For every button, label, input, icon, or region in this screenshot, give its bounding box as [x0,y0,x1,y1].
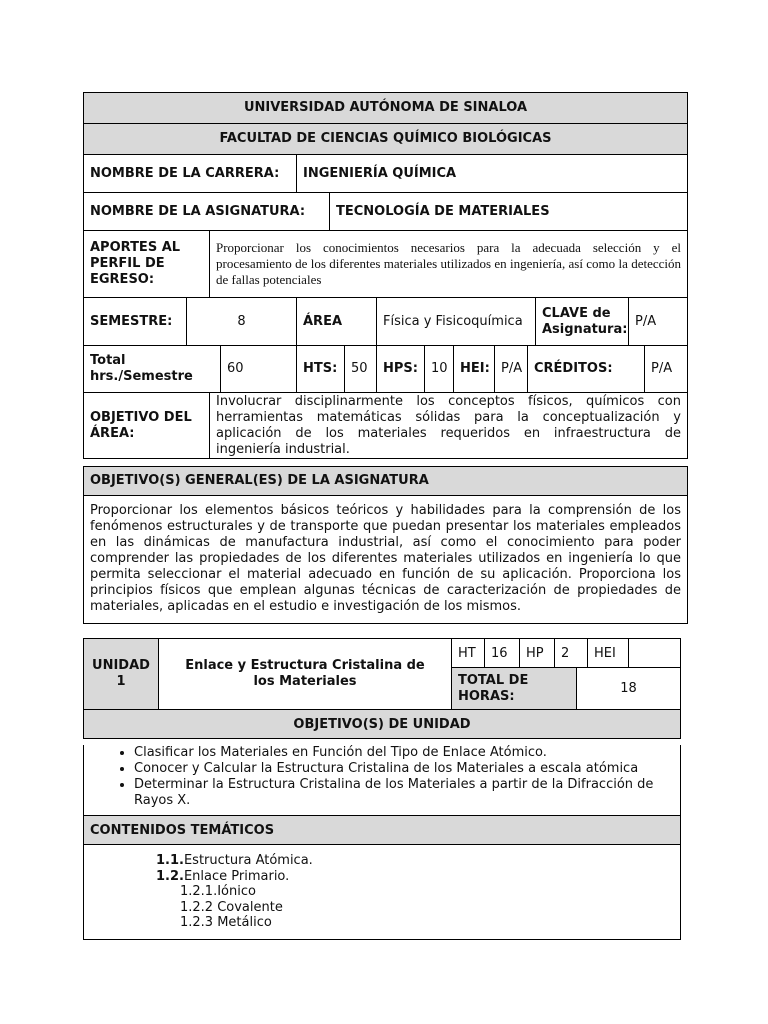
contents-list [83,845,681,940]
hp-label: HP [520,639,555,667]
clave-label: CLAVE de Asignatura: [535,298,628,345]
total-hours-value: 60 [220,346,296,392]
content-item [156,869,680,885]
content-item-text: Estructura Atómica. [183,853,313,868]
hts-label: HTS: [296,346,344,392]
semester-label: SEMESTRE: [90,313,173,329]
unit-total-row [452,668,680,709]
course-info-table [83,92,688,459]
content-item-number: 1.1. [156,853,184,868]
unit-objective-item: • Conocer y Calcular la Estructura Cristalina de los Materiales a escala atómica [134,761,680,777]
hp-value: 2 [555,639,588,667]
hps-label: HPS: [376,346,424,392]
credits-label: CRÉDITOS: [527,346,644,392]
hei-unit-label: HEI [588,639,629,667]
unit-hours [452,639,680,709]
faculty-title: FACULTAD DE CIENCIAS QUÍMICO BIOLÓGICAS [84,124,688,155]
content-subitem: 1.2.1.Iónico [180,884,256,899]
clave-value: P/A [628,298,687,345]
area-objective-row [83,393,688,459]
unit-hours-row [452,639,680,668]
unit-label: UNIDAD 1 [84,639,159,709]
subject-row [83,193,688,231]
hours-row [83,346,688,393]
area-objective-label: OBJETIVO DEL ÁREA: [90,409,192,441]
hps-value: 10 [424,346,453,392]
credits-value: P/A [644,346,687,392]
unit-objectives-title: OBJETIVO(S) DE UNIDAD [83,710,681,739]
hei-value: P/A [494,346,527,392]
profile-label: APORTES AL PERFIL DE EGRESO: [90,240,181,287]
general-objective-table [83,466,688,624]
subject-value: TECNOLOGÍA DE MATERIALES [329,193,687,230]
content-item-text: Enlace Primario. [183,868,290,884]
contents-title: CONTENIDOS TEMÁTICOS [83,816,681,845]
area-label: ÁREA [296,298,376,345]
profile-row [83,231,688,298]
university-title: UNIVERSIDAD AUTÓNOMA DE SINALOA [84,93,688,124]
semester-value: 8 [186,298,296,345]
unit-objective-item: • Clasificar los Materiales en Función del Tipo de Enlace Atómico. [134,745,680,761]
content-item-number: 1.2. [156,868,184,884]
area-objective-text: Involucrar disciplinarmente los conceptos físicos, químicos con herramientas matemáticas sólidas para la conceptualización y aplicación de los materiales requeridos en infraestructura de ingeniería industrial. [209,393,687,458]
total-hours-label: Total hrs./Semestre [90,353,193,384]
ht-label: HT [452,639,485,667]
unit-title: Enlace y Estructura Cristalina de los Materiales [159,639,452,709]
subject-label: NOMBRE DE LA ASIGNATURA: [90,203,306,219]
content-subitem: 1.2.3 Metálico [180,915,272,930]
semester-row [83,298,688,346]
unit-total-value: 18 [620,680,637,696]
hei-label: HEI: [453,346,494,392]
career-label: NOMBRE DE LA CARRERA: [90,165,280,181]
hts-value: 50 [344,346,376,392]
career-value: INGENIERÍA QUÍMICA [296,155,687,192]
career-row [83,155,688,193]
content-item [156,853,680,869]
unit-total-label: TOTAL DE HORAS: [452,668,577,709]
ht-value: 16 [485,639,520,667]
general-objective-text: Proporcionar los elementos básicos teóricos y habilidades para la comprensión de los fenómenos estructurales y de transporte que puedan presentar los materiales empleados en las dinámicas de manufactura industrial, así como el conocimiento para poder comprender las propiedades de los diferentes materiales utilizados en ingeniería lo que permita seleccionar el material adecuado en función de su aplicación. Proporciona los principios físicos que emplean algunas técnicas de caracterización de propiedades de materiales, aplicadas en el estudio e investigación de los mismos. [84,496,688,624]
unit-objective-item: • Determinar la Estructura Cristalina de los Materiales a partir de la Difracción de Rayos X. [134,777,680,809]
content-subitem: 1.2.2 Covalente [180,899,283,915]
unit-objectives [83,745,681,816]
area-value: Física y Fisicoquímica [376,298,535,345]
unit-header [83,638,681,710]
profile-text: Proporcionar los conocimientos necesarios para la adecuada selección y el procesamiento de los diferentes materiales utilizados en ingeniería, así como la detección de fallas potenciales [209,231,687,297]
general-objective-title: OBJETIVO(S) GENERAL(ES) DE LA ASIGNATURA [84,467,688,496]
hei-unit-value [629,639,680,667]
unit-table [83,638,681,940]
